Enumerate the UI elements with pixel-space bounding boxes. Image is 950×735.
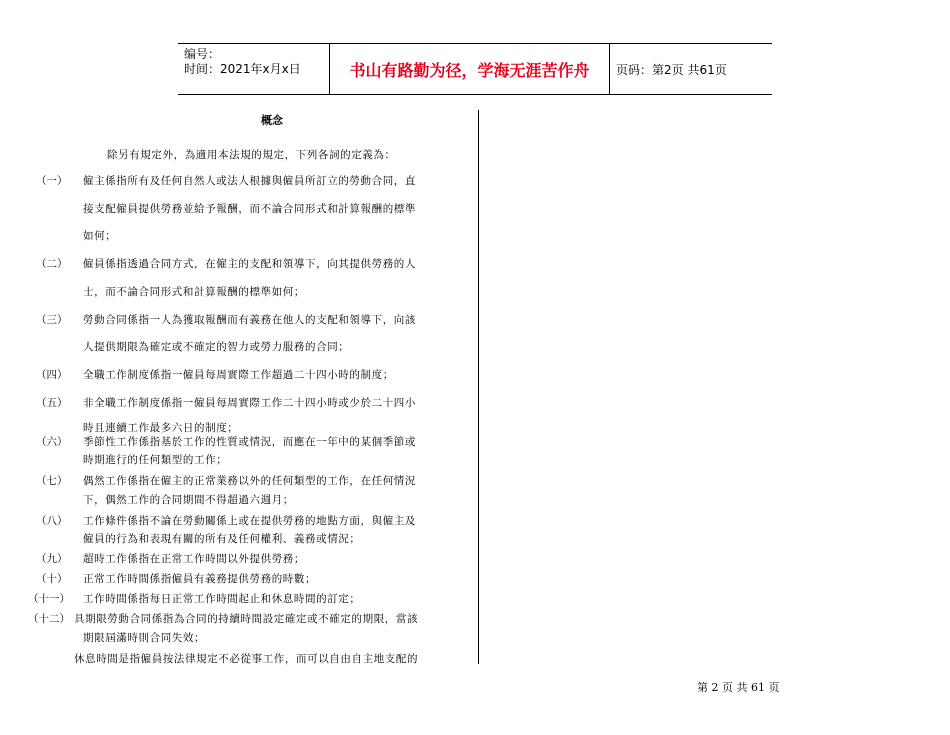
item-line: 時且連續工作最多六日的制度；: [83, 422, 239, 434]
item-line: 非全職工作制度係指一僱員每周實際工作二十四小時或少於二十四小: [83, 397, 416, 409]
item-number: （三）: [36, 314, 68, 326]
item-line: 僱主係指所有及任何自然人或法人根據與僱員所訂立的勞動合同，直: [83, 175, 416, 187]
item-line: 季節性工作係指基於工作的性質或情況，而應在一年中的某個季節或: [83, 436, 416, 448]
item-line: 時期進行的任何類型的工作；: [83, 454, 228, 466]
item-line: 如何；: [83, 230, 117, 242]
item-number: （十）: [36, 573, 68, 585]
page-header: [178, 43, 772, 95]
item-line: 勞動合同係指一人為獲取報酬而有義務在他人的支配和領導下，向該: [83, 314, 416, 326]
item-number: （七）: [36, 475, 68, 487]
item-number: （六）: [36, 436, 68, 448]
item-line: 士，而不論合同形式和計算報酬的標準如何；: [83, 286, 305, 298]
document-title: 概念: [261, 114, 283, 127]
time-label: 时间：2021年x月x日: [184, 62, 301, 76]
header-page-label: 页码：第2页 共61页: [616, 62, 727, 77]
item-line: 工作時間係指每日正常工作時間起止和休息時間的訂定；: [83, 593, 361, 605]
code-label: 编号：: [184, 47, 221, 61]
item-line: 全職工作制度係指一僱員每周實際工作超過二十四小時的制度；: [83, 369, 394, 381]
item-number: （十一）: [28, 593, 70, 605]
item-number: （一）: [36, 175, 68, 187]
item-line: 僱員的行為和表現有關的所有及任何權利、義務或情況；: [83, 533, 361, 545]
page-footer: 第 2 页 共 61 页: [697, 681, 780, 694]
item-line: 偶然工作係指在僱主的正常業務以外的任何類型的工作，在任何情況: [83, 475, 416, 487]
item-line: 工作條件係指不論在勞動關係上或在提供勞務的地點方面，與僱主及: [83, 515, 416, 527]
item-line: 僱員係指透過合同方式，在僱主的支配和領導下，向其提供勞務的人: [83, 258, 416, 270]
header-motto: 书山有路勤为径，学海无涯苦作舟: [330, 44, 610, 94]
item-line: 正常工作時間係指僱員有義務提供勞務的時數；: [83, 573, 317, 585]
item-number: （十二）: [28, 613, 70, 625]
item-number: （八）: [36, 515, 68, 527]
item-line: 超時工作係指在正常工作時間以外提供勞務；: [83, 553, 305, 565]
item-number: （五）: [36, 397, 68, 409]
item-number: （二）: [36, 258, 68, 270]
item-line: 具期限勞動合同係指為合同的持續時間設定確定或不確定的期限，當該: [74, 613, 419, 625]
header-meta: [178, 44, 330, 94]
item-number: （九）: [36, 553, 68, 565]
item-line: 接支配僱員提供勞務並給予報酬，而不論合同形式和計算報酬的標準: [83, 203, 416, 215]
item-line: 期限屆滿時則合同失效；: [83, 632, 206, 644]
column-divider: [478, 110, 479, 664]
item-line: 下，偶然工作的合同期間不得超過六週月；: [83, 494, 294, 506]
item-line: 人提供期限為確定或不確定的智力或勞力服務的合同；: [83, 341, 350, 353]
last-line: 休息時間是指僱員按法律規定不必從事工作，而可以自由自主地支配的: [74, 653, 419, 665]
intro-line: 除另有規定外，為適用本法規的規定，下列各詞的定義為：: [107, 149, 396, 161]
item-number: （四）: [36, 369, 68, 381]
